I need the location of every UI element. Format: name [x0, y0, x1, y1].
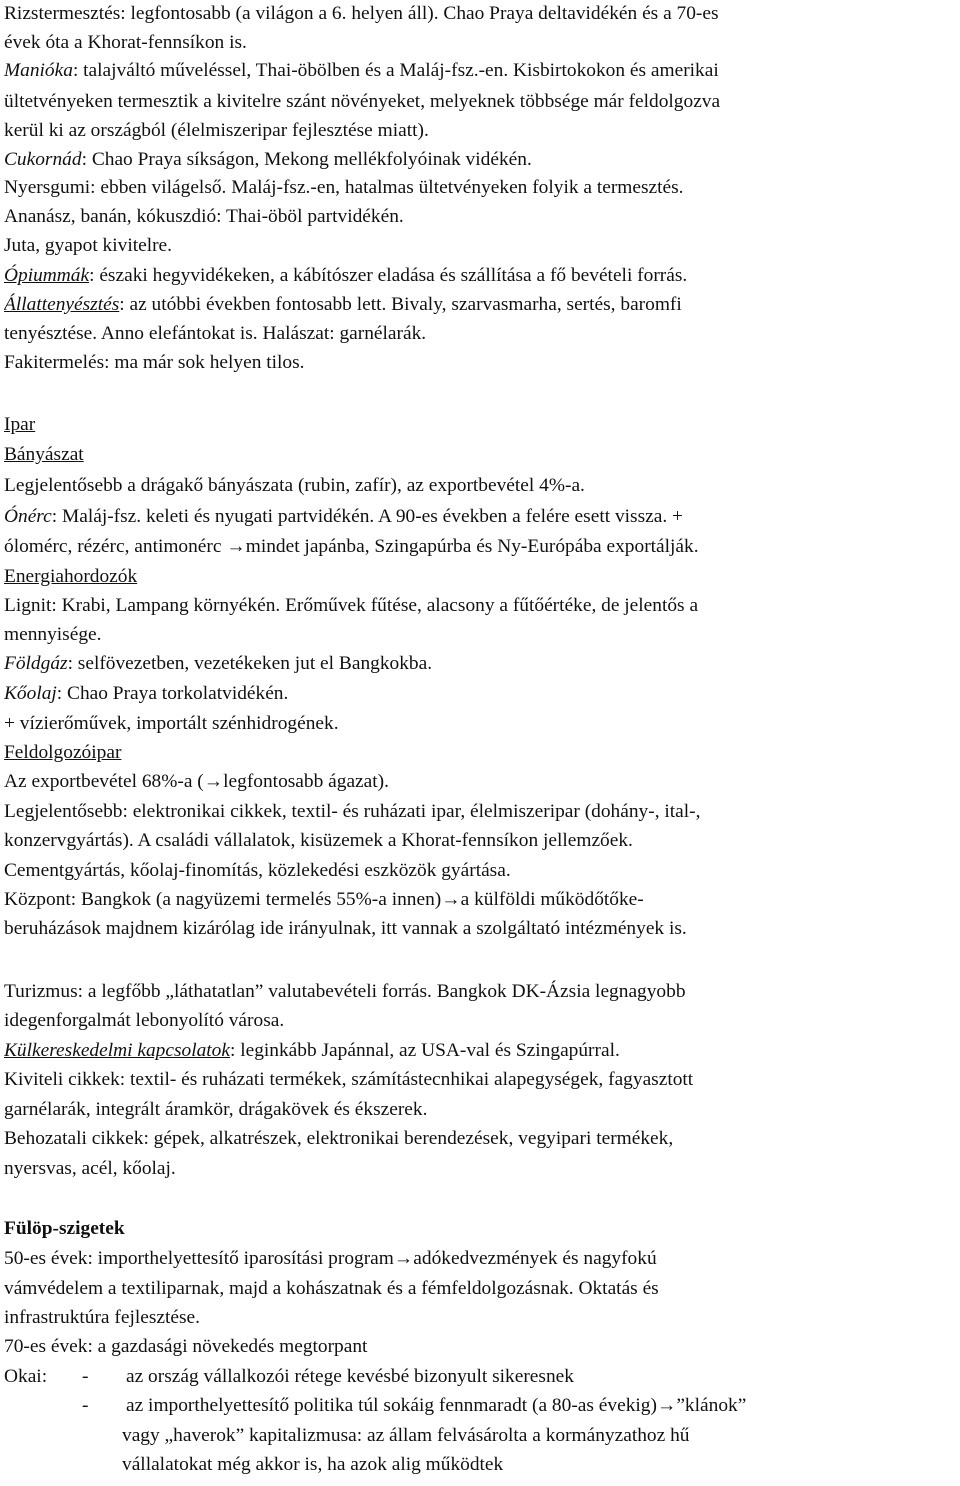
arrow-icon: → [226, 536, 246, 557]
text-span: ”klánok” [676, 1395, 747, 1416]
section-heading-fulop-szigetek: Fülöp-szigetek [4, 1218, 125, 1239]
subheading-banyaszat: Bányászat [4, 444, 84, 465]
subheading-feldolgozoipar: Feldolgozóipar [4, 742, 122, 763]
text-line: Lignit: Krabi, Lampang környékén. Erőművek fűtése, alacsony a fűtőértéke, de jelentős a [4, 595, 699, 616]
text-line: kerül ki az országból (élelmiszeripar fejlesztése miatt). [4, 120, 429, 141]
text-span: : talajváltó műveléssel, Thai-öbölben és a Maláj-fsz.-en. Kisbirtokokon és amerikai [72, 60, 719, 81]
text-line: 70-es évek: a gazdasági növekedés megtorpant [4, 1336, 368, 1357]
term-manioka: Manióka [4, 60, 73, 81]
term-allattenyesztes: Állattenyésztés [4, 294, 120, 315]
text-line: Behozatali cikkek: gépek, alkatrészek, elektronikai berendezések, vegyipari termékek, [4, 1128, 674, 1149]
text-line: tenyésztése. Anno elefántokat is. Halászat: garnélarák. [4, 323, 427, 344]
text-span: mindet japánba, Szingapúrba és Ny-Európába exportálják. [245, 536, 699, 557]
text-span: : Chao Praya torkolatvidékén. [56, 683, 289, 704]
list-dash: - [82, 1395, 89, 1416]
subheading-energiahordozok: Energiahordozók [4, 566, 138, 587]
text-line [4, 886, 958, 913]
text-line [4, 291, 958, 318]
section-heading-ipar: Ipar [4, 414, 36, 435]
text-line: Fakitermelés: ma már sok helyen tilos. [4, 352, 305, 373]
text-span: legfontosabb ágazat). [223, 771, 389, 792]
term-kulkereskedelmi-kapcsolatok: Külkereskedelmi kapcsolatok [4, 1040, 230, 1061]
text-line [4, 1363, 958, 1390]
text-span: : selfövezetben, vezetékeken jut el Bangkokba. [67, 653, 433, 674]
text-line: Rizstermesztés: legfontosabb (a világon a 6. helyen áll). Chao Praya deltavidékén és a 70-es [4, 3, 719, 24]
text-line: Legjelentősebb: elektronikai cikkek, textil- és ruházati ipar, élelmiszeripar (dohány-, ital-, [4, 801, 701, 822]
text-span: adókedvezmények és nagyfokú [413, 1248, 657, 1269]
text-span: : Maláj-fsz. keleti és nyugati partvidékén. A 90-es években a felére esett vissza. + [51, 506, 683, 527]
text-line [4, 1392, 958, 1419]
text-line [4, 146, 958, 173]
text-line: Kiviteli cikkek: textil- és ruházati termékek, számítástecnhikai alapegységek, fagyasztott [4, 1069, 694, 1090]
text-line: konzervgyártás). A családi vállalatok, kisüzemek a Khorat-fennsíkon jellemzőek. [4, 830, 633, 851]
text-line: vállalatokat még akkor is, ha azok alig működtek [122, 1454, 504, 1475]
arrow-icon: → [441, 889, 461, 910]
text-line: mennyisége. [4, 624, 102, 645]
text-line: Turizmus: a legfőbb „láthatatlan” valutabevételi forrás. Bangkok DK-Ázsia legnagyobb [4, 981, 686, 1002]
text-span: : északi hegyvidékeken, a kábítószer eladása és szállítása a fő bevételi forrás. [89, 265, 688, 286]
text-line [4, 680, 958, 707]
text-line: ültetvényeken termesztik a kivitelre szánt növényeket, melyeknek többsége már feldolgozva [4, 91, 721, 112]
term-foldgaz: Földgáz [4, 653, 68, 674]
text-line: Nyersgumi: ebben világelső. Maláj-fsz.-en, hatalmas ültetvényeken folyik a termesztés. [4, 177, 684, 198]
list-dash: - [82, 1366, 89, 1387]
text-line [4, 768, 958, 795]
text-line: Cementgyártás, kőolaj-finomítás, közlekedési eszközök gyártása. [4, 860, 511, 881]
text-line: + vízierőművek, importált szénhidrogének. [4, 713, 339, 734]
text-span: 50-es évek: importhelyettesítő iparosítási program [4, 1248, 394, 1269]
text-line: garnélarák, integrált áramkör, drágakövek és ékszerek. [4, 1099, 428, 1120]
text-line: vámvédelem a textiliparnak, majd a kohászatnak és a fémfeldolgozásnak. Oktatás és [4, 1278, 659, 1299]
text-line [4, 57, 958, 84]
arrow-icon: → [203, 771, 224, 792]
text-span: : Chao Praya síkságon, Mekong mellékfolyóinak vidékén. [81, 149, 532, 170]
list-item: az importhelyettesítő politika túl sokáig fennmaradt (a 80-as évekig) [126, 1395, 657, 1416]
term-opiummak: Ópiummák [4, 265, 90, 286]
text-span: : leginkább Japánnal, az USA-val és Szingapúrral. [229, 1040, 620, 1061]
text-line [4, 1037, 958, 1064]
text-line: Legjelentősebb a drágakő bányászata (rubin, zafír), az exportbevétel 4%-a. [4, 475, 585, 496]
term-cukornad: Cukornád [4, 149, 82, 170]
list-item: az ország vállalkozói rétege kevésbé bizonyult sikeresnek [126, 1366, 574, 1387]
text-line [4, 1245, 958, 1272]
arrow-icon: → [656, 1395, 677, 1416]
text-span: : az utóbbi években fontosabb lett. Bivaly, szarvasmarha, sertés, baromfi [119, 294, 682, 315]
text-line [4, 533, 958, 560]
text-span: Az exportbevétel 68%-a ( [4, 771, 204, 792]
list-label: Okai: [4, 1366, 48, 1387]
text-line: nyersvas, acél, kőolaj. [4, 1158, 176, 1179]
text-line: idegenforgalmát lebonyolító városa. [4, 1010, 285, 1031]
term-onerc: Ónérc [4, 506, 52, 527]
text-line [4, 503, 958, 530]
text-span: Központ: Bangkok (a nagyüzemi termelés 55%-a innen) [4, 889, 442, 910]
text-line: évek óta a Khorat-fennsíkon is. [4, 32, 247, 53]
text-line: Juta, gyapot kivitelre. [4, 235, 173, 256]
text-line: infrastruktúra fejlesztése. [4, 1307, 200, 1328]
text-line [4, 650, 958, 677]
text-span: ólomérc, rézérc, antimonérc [4, 536, 227, 557]
term-koolaj: Kőolaj [4, 683, 57, 704]
arrow-icon: → [393, 1248, 414, 1269]
text-line: Ananász, banán, kókuszdió: Thai-öböl partvidékén. [4, 206, 404, 227]
text-line [4, 262, 958, 289]
text-line: beruházások majdnem kizárólag ide irányulnak, itt vannak a szolgáltató intézmények is. [4, 918, 687, 939]
text-line: vagy „haverok” kapitalizmusa: az állam felvásárolta a kormányzathoz hű [122, 1425, 690, 1446]
text-span: a külföldi működőtőke- [460, 889, 644, 910]
